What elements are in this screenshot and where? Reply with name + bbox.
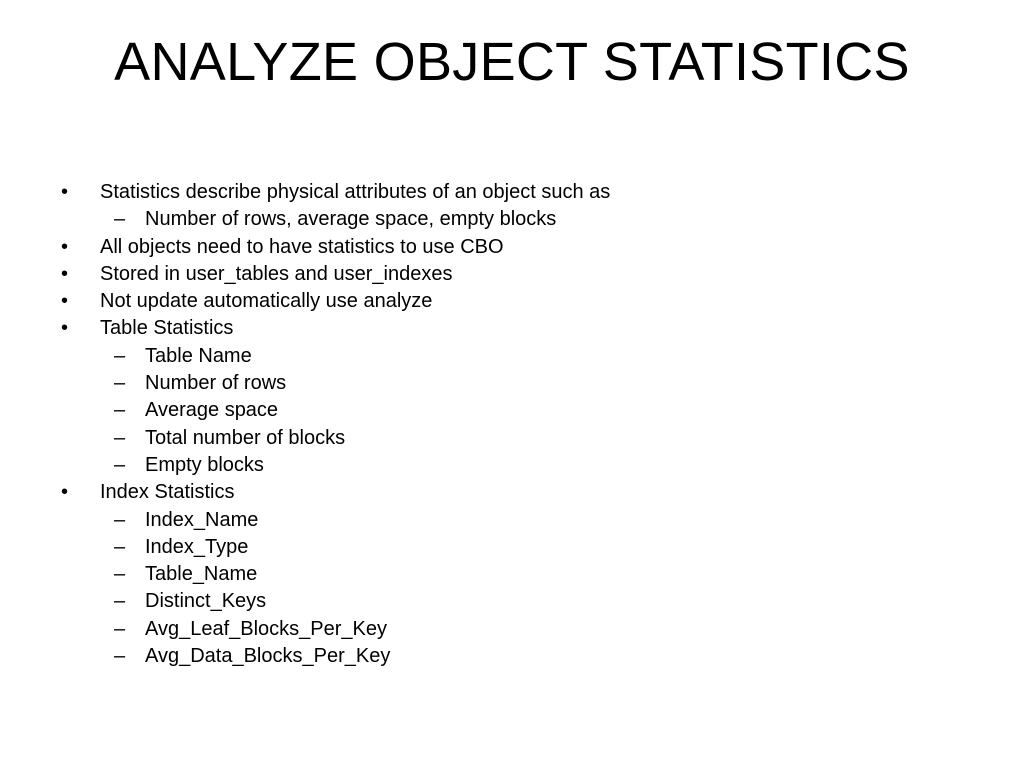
bullet-text: Statistics describe physical attributes of an object such as: [100, 181, 611, 203]
sub-bullet-item: [0, 534, 1024, 561]
sub-bullet-text: Average space: [145, 399, 279, 422]
sub-bullet-item: [0, 588, 1024, 615]
bullet-text: Table Statistics: [100, 317, 234, 340]
slide-title: ANALYZE OBJECT STATISTICS: [114, 32, 910, 92]
sub-bullet-item: [0, 397, 1024, 424]
bullet-marker: •: [61, 235, 69, 258]
sub-bullet-marker: –: [114, 535, 126, 558]
sub-bullet-text: Number of rows, average space, empty blocks: [145, 208, 557, 231]
sub-bullet-text: Index_Name: [145, 508, 259, 531]
sub-bullet-item: [0, 507, 1024, 534]
sub-bullet-marker: –: [114, 453, 126, 476]
sub-bullet-text: Avg_Leaf_Blocks_Per_Key: [145, 617, 388, 640]
bullet-item: [0, 288, 1024, 315]
sub-bullet-item: [0, 561, 1024, 588]
bullet-marker: •: [61, 262, 69, 285]
bullet-marker: •: [61, 290, 69, 313]
sub-bullet-marker: –: [114, 508, 126, 531]
sub-bullet-text: Distinct_Keys: [145, 590, 267, 613]
bullet-item: [0, 234, 1024, 261]
bullet-text: Not update automatically use analyze: [100, 290, 433, 313]
sub-bullet-item: [0, 643, 1024, 670]
sub-bullet-marker: –: [114, 399, 126, 422]
sub-bullet-marker: –: [114, 372, 126, 395]
bullet-text: Stored in user_tables and user_indexes: [100, 262, 453, 285]
sub-bullet-text: Index_Type: [145, 535, 249, 558]
bullet-text: Index Statistics: [100, 481, 235, 504]
sub-bullet-marker: –: [114, 617, 126, 640]
bullet-text: All objects need to have statistics to use CBO: [100, 235, 504, 258]
sub-bullet-marker: –: [114, 563, 126, 586]
sub-bullet-item: [0, 206, 1024, 233]
sub-bullet-marker: –: [114, 590, 126, 613]
sub-bullet-text: Empty blocks: [145, 453, 264, 476]
sub-bullet-text: Table Name: [145, 344, 252, 367]
bullet-item: [0, 479, 1024, 506]
sub-bullet-text: Avg_Data_Blocks_Per_Key: [145, 645, 391, 668]
bullet-list: [0, 179, 1024, 670]
sub-bullet-item: [0, 616, 1024, 643]
sub-bullet-item: [0, 425, 1024, 452]
sub-bullet-marker: –: [114, 344, 126, 367]
sub-bullet-text: Table_Name: [145, 563, 258, 586]
bullet-item: [0, 315, 1024, 342]
sub-bullet-text: Number of rows: [145, 372, 287, 395]
bullet-marker: •: [61, 317, 69, 340]
sub-bullet-item: [0, 343, 1024, 370]
sub-bullet-item: [0, 452, 1024, 479]
sub-bullet-item: [0, 370, 1024, 397]
sub-bullet-marker: –: [114, 208, 126, 231]
bullet-marker: •: [61, 181, 69, 203]
sub-bullet-text: Total number of blocks: [145, 426, 346, 449]
bullet-marker: •: [61, 481, 69, 504]
sub-bullet-marker: –: [114, 645, 126, 668]
bullet-item: [0, 261, 1024, 288]
sub-bullet-marker: –: [114, 426, 126, 449]
bullet-item: [0, 179, 1024, 206]
